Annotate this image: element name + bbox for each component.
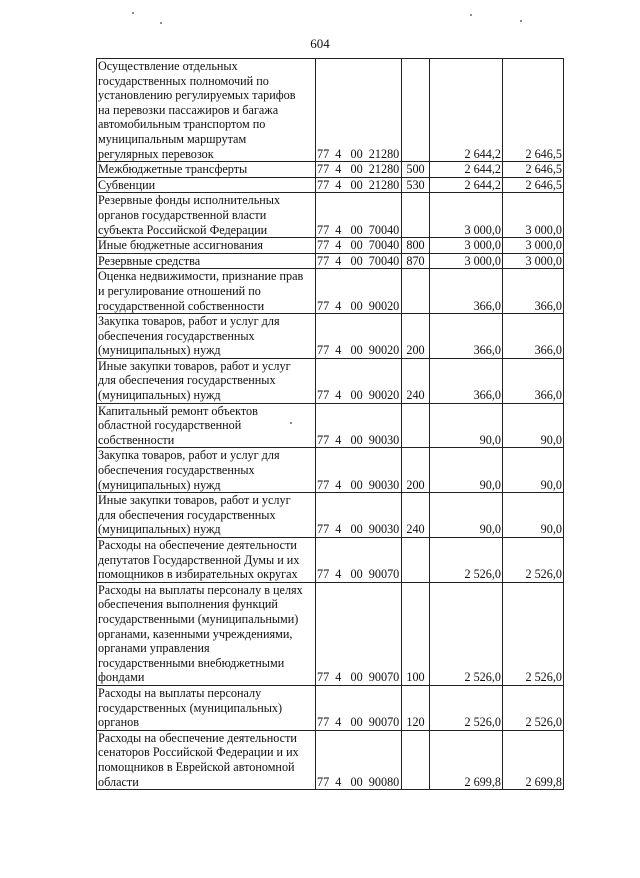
row-value-2-cell: 90,0 <box>503 448 564 493</box>
row-name-cell: Закупка товаров, работ и услуг для обеспечения государственных (муниципальных) нужд <box>97 314 316 359</box>
row-value-2-cell: 2 646,5 <box>503 162 564 178</box>
row-code-cell: 77 4 00 21280 <box>316 177 402 193</box>
row-expense-type-cell: 870 <box>402 253 430 269</box>
table-row <box>97 582 564 685</box>
row-expense-type-cell <box>402 538 430 583</box>
scan-speck <box>520 20 522 22</box>
table-row <box>97 162 564 178</box>
row-name-cell: Расходы на обеспечение деятельности депутатов Государственной Думы и их помощников в избирательных округах <box>97 538 316 583</box>
row-value-1-cell: 3 000,0 <box>430 193 503 238</box>
row-value-1-cell: 90,0 <box>430 403 503 448</box>
row-value-2-cell: 90,0 <box>503 493 564 538</box>
row-expense-type-cell: 530 <box>402 177 430 193</box>
row-value-2-cell: 2 646,5 <box>503 177 564 193</box>
row-code-cell: 77 4 00 70040 <box>316 193 402 238</box>
row-code-cell: 77 4 00 90080 <box>316 730 402 789</box>
row-expense-type-cell: 200 <box>402 448 430 493</box>
table-row <box>97 59 564 162</box>
row-code-cell: 77 4 00 90020 <box>316 269 402 314</box>
row-expense-type-cell: 240 <box>402 493 430 538</box>
row-expense-type-cell: 500 <box>402 162 430 178</box>
row-value-2-cell: 90,0 <box>503 403 564 448</box>
table-row <box>97 538 564 583</box>
row-value-1-cell: 90,0 <box>430 493 503 538</box>
row-name-cell: Оценка недвижимости, признание прав и регулирование отношений по государственной собственности <box>97 269 316 314</box>
row-value-2-cell: 2 526,0 <box>503 582 564 685</box>
row-value-1-cell: 2 526,0 <box>430 582 503 685</box>
row-value-1-cell: 2 644,2 <box>430 59 503 162</box>
row-name-cell: Расходы на выплаты персоналу государственных (муниципальных) органов <box>97 685 316 730</box>
row-value-2-cell: 3 000,0 <box>503 238 564 254</box>
row-code-cell: 77 4 00 90070 <box>316 685 402 730</box>
row-code-cell: 77 4 00 90020 <box>316 314 402 359</box>
table-row <box>97 685 564 730</box>
row-value-1-cell: 366,0 <box>430 314 503 359</box>
table-row <box>97 403 564 448</box>
row-value-2-cell: 2 699,8 <box>503 730 564 789</box>
scan-speck <box>470 14 472 16</box>
row-value-1-cell: 3 000,0 <box>430 238 503 254</box>
row-code-cell: 77 4 00 70040 <box>316 238 402 254</box>
table-row <box>97 253 564 269</box>
row-expense-type-cell: 200 <box>402 314 430 359</box>
row-value-1-cell: 2 526,0 <box>430 685 503 730</box>
row-value-2-cell: 2 526,0 <box>503 538 564 583</box>
scan-speck <box>160 22 162 24</box>
table-row <box>97 448 564 493</box>
row-expense-type-cell: 800 <box>402 238 430 254</box>
row-expense-type-cell <box>402 269 430 314</box>
row-code-cell: 77 4 00 90030 <box>316 448 402 493</box>
row-name-cell: Закупка товаров, работ и услуг для обеспечения государственных (муниципальных) нужд <box>97 448 316 493</box>
table-row <box>97 193 564 238</box>
row-name-cell: Межбюджетные трансферты <box>97 162 316 178</box>
row-code-cell: 77 4 00 21280 <box>316 59 402 162</box>
row-value-2-cell: 366,0 <box>503 314 564 359</box>
row-value-2-cell: 366,0 <box>503 358 564 403</box>
row-name-cell: Расходы на обеспечение деятельности сенаторов Российской Федерации и их помощников в Еврейской автономной области <box>97 730 316 789</box>
row-name-cell: Резервные средства <box>97 253 316 269</box>
row-code-cell: 77 4 00 90030 <box>316 403 402 448</box>
budget-table <box>96 58 564 790</box>
row-expense-type-cell <box>402 403 430 448</box>
row-name-cell: Капитальный ремонт объектов областной государственной собственности <box>97 403 316 448</box>
table-row <box>97 493 564 538</box>
row-value-1-cell: 2 644,2 <box>430 177 503 193</box>
table-row <box>97 314 564 359</box>
budget-table-body <box>97 59 564 790</box>
row-name-cell: Резервные фонды исполнительных органов государственной власти субъекта Российской Федерации <box>97 193 316 238</box>
row-code-cell: 77 4 00 90070 <box>316 538 402 583</box>
row-name-cell: Осуществление отдельных государственных полномочий по установлению регулируемых тарифов на перевозки пассажиров и багажа автомобильным транспортом по муниципальным маршрутам регулярных перевозок <box>97 59 316 162</box>
row-expense-type-cell <box>402 730 430 789</box>
row-code-cell: 77 4 00 90030 <box>316 493 402 538</box>
row-name-cell: Иные закупки товаров, работ и услуг для обеспечения государственных (муниципальных) нужд <box>97 358 316 403</box>
row-code-cell: 77 4 00 21280 <box>316 162 402 178</box>
row-value-2-cell: 2 526,0 <box>503 685 564 730</box>
row-value-1-cell: 2 644,2 <box>430 162 503 178</box>
row-value-2-cell: 3 000,0 <box>503 253 564 269</box>
row-expense-type-cell <box>402 59 430 162</box>
row-name-cell: Субвенции <box>97 177 316 193</box>
row-expense-type-cell: 100 <box>402 582 430 685</box>
row-code-cell: 77 4 00 70040 <box>316 253 402 269</box>
table-row <box>97 238 564 254</box>
table-row <box>97 177 564 193</box>
row-value-1-cell: 3 000,0 <box>430 253 503 269</box>
row-value-2-cell: 2 646,5 <box>503 59 564 162</box>
scan-speck <box>132 12 134 14</box>
row-expense-type-cell <box>402 193 430 238</box>
row-value-1-cell: 90,0 <box>430 448 503 493</box>
row-value-1-cell: 366,0 <box>430 358 503 403</box>
table-row <box>97 730 564 789</box>
row-name-cell: Расходы на выплаты персоналу в целях обеспечения выполнения функций государственными (муниципальными) органами, казенными учреждениями, органами управления государственными внебюджетными фондами <box>97 582 316 685</box>
row-name-cell: Иные закупки товаров, работ и услуг для обеспечения государственных (муниципальных) нужд <box>97 493 316 538</box>
row-expense-type-cell: 240 <box>402 358 430 403</box>
row-value-1-cell: 2 526,0 <box>430 538 503 583</box>
row-code-cell: 77 4 00 90070 <box>316 582 402 685</box>
row-value-2-cell: 366,0 <box>503 269 564 314</box>
row-value-1-cell: 2 699,8 <box>430 730 503 789</box>
row-name-cell: Иные бюджетные ассигнования <box>97 238 316 254</box>
table-row <box>97 358 564 403</box>
row-expense-type-cell: 120 <box>402 685 430 730</box>
row-value-2-cell: 3 000,0 <box>503 193 564 238</box>
row-code-cell: 77 4 00 90020 <box>316 358 402 403</box>
page-number: 604 <box>310 36 330 51</box>
row-value-1-cell: 366,0 <box>430 269 503 314</box>
table-row <box>97 269 564 314</box>
